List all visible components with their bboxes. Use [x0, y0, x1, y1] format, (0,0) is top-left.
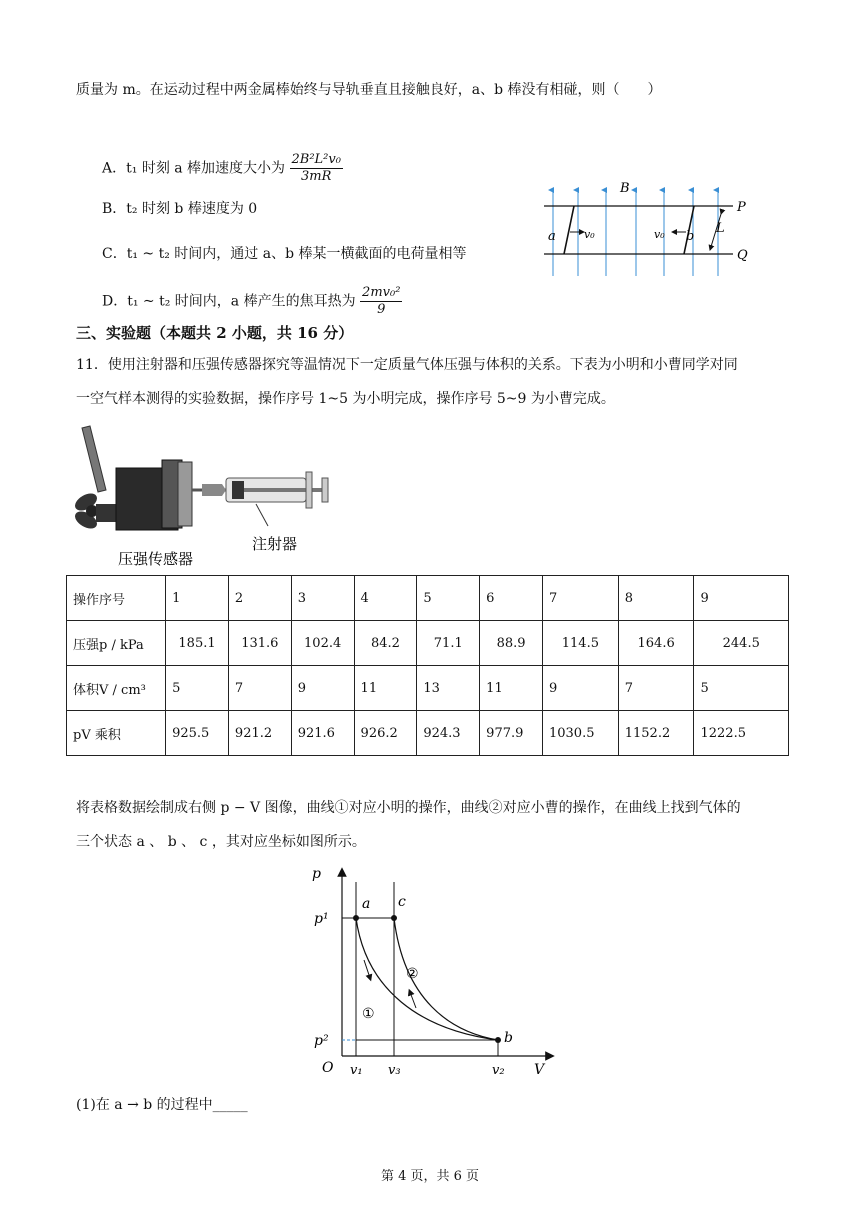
table-cell: 13 — [417, 666, 480, 711]
table-cell: 4 — [354, 576, 417, 621]
curve-1-label: ① — [362, 1006, 375, 1022]
option-d — [102, 285, 402, 318]
after-table-line1: 将表格数据绘制成右侧 p − V 图像，曲线①对应小明的操作，曲线②对应小曹的操作，在曲线上找到气体的 — [76, 800, 741, 816]
p-axis-label: p — [312, 866, 321, 882]
rail-figure — [538, 178, 768, 278]
table-cell: 5 — [417, 576, 480, 621]
table-cell: 244.5 — [694, 621, 789, 666]
label-b: b — [686, 229, 695, 244]
table-cell: 185.1 — [166, 621, 229, 666]
apparatus-figure — [66, 420, 346, 570]
option-d-num: 2mv₀² — [362, 285, 401, 300]
table-cell: 88.9 — [480, 621, 543, 666]
table-cell: 11 — [354, 666, 417, 711]
table-cell: 71.1 — [417, 621, 480, 666]
a-label: a — [362, 896, 371, 912]
table-cell: 1 — [166, 576, 229, 621]
table-cell: 925.5 — [166, 711, 229, 756]
syringe-flange — [306, 472, 312, 508]
rod-a — [564, 206, 574, 254]
syringe-thumb — [322, 478, 328, 502]
option-b-prefix: B． — [102, 201, 127, 217]
label-a: a — [548, 229, 556, 244]
option-a — [102, 152, 343, 185]
v3-label: v₃ — [388, 1063, 401, 1078]
option-c-prefix: C． — [102, 246, 127, 262]
table-cell: 131.6 — [228, 621, 291, 666]
option-b-text: t₂ 时刻 b 棒速度为 0 — [126, 201, 258, 217]
intro-line: 质量为 m。在运动过程中两金属棒始终与导轨垂直且接触良好，a、b 棒没有相碰，则（ ） — [76, 82, 662, 98]
header-seq: 操作序号 — [67, 576, 166, 621]
option-d-text: t₁ ~ t₂ 时间内，a 棒产生的焦耳热为 — [127, 293, 356, 310]
c-label: c — [398, 894, 406, 910]
option-c — [102, 244, 466, 264]
table-cell: 102.4 — [291, 621, 354, 666]
label-B: B — [620, 181, 630, 196]
option-a-text: t₁ 时刻 a 棒加速度大小为 — [126, 160, 286, 177]
table-cell: 924.3 — [417, 711, 480, 756]
label-Q: Q — [737, 248, 748, 263]
sensor-label: 压强传感器 — [118, 550, 194, 568]
option-a-den: 3mR — [301, 169, 332, 184]
table-cell: 7 — [618, 666, 694, 711]
option-a-num: 2B²L²v₀ — [291, 152, 341, 167]
curve-2-arrow — [410, 992, 416, 1008]
syringe-tip — [202, 484, 226, 496]
table-cell: 1222.5 — [694, 711, 789, 756]
syringe-leader — [256, 504, 268, 526]
page-footer: 第 4 页，共 6 页 — [380, 1169, 480, 1184]
table-cell: 9 — [291, 666, 354, 711]
header-volume: 体积V / cm³ — [67, 666, 166, 711]
option-b — [102, 199, 257, 219]
option-a-prefix: A． — [102, 160, 127, 177]
curve-2-label: ② — [406, 966, 419, 982]
syringe-plunger-head — [232, 481, 244, 499]
q11-line2: 一空气样本测得的实验数据，操作序号 1~5 为小明完成，操作序号 5~9 为小曹完成。 — [76, 391, 615, 407]
table-cell: 1152.2 — [618, 711, 694, 756]
label-P: P — [737, 200, 746, 215]
table-cell: 977.9 — [480, 711, 543, 756]
point-b — [495, 1037, 501, 1043]
v1-label: v₁ — [350, 1063, 363, 1078]
table-cell: 8 — [618, 576, 694, 621]
p1-label: p¹ — [314, 911, 329, 927]
table-cell: 9 — [694, 576, 789, 621]
data-table — [66, 575, 789, 756]
table-cell: 921.6 — [291, 711, 354, 756]
option-d-den: 9 — [377, 302, 386, 317]
table-cell: 6 — [480, 576, 543, 621]
origin-label: O — [322, 1060, 334, 1076]
point-a — [353, 915, 359, 921]
table-row — [67, 576, 789, 621]
sensor-panel — [178, 462, 192, 526]
table-cell: 921.2 — [228, 711, 291, 756]
q11-line1: 11．使用注射器和压强传感器探究等温情况下一定质量气体压强与体积的关系。下表为小明和小曹同学对同 — [76, 357, 738, 373]
table-cell: 84.2 — [354, 621, 417, 666]
option-a-fraction — [290, 152, 343, 185]
option-c-text: t₁ ~ t₂ 时间内，通过 a、b 棒某一横截面的电荷量相等 — [126, 246, 467, 262]
label-v0-a: v₀ — [584, 228, 595, 241]
table-cell: 5 — [166, 666, 229, 711]
syringe-label: 注射器 — [252, 535, 298, 553]
table-cell: 114.5 — [542, 621, 618, 666]
label-v0-b: v₀ — [654, 228, 665, 241]
after-table-line2: 三个状态 a 、 b 、 c ，其对应坐标如图所示。 — [76, 834, 366, 850]
b-label: b — [504, 1030, 513, 1046]
table-cell: 926.2 — [354, 711, 417, 756]
header-pressure: 压强p / kPa — [67, 621, 166, 666]
table-row — [67, 666, 789, 711]
section-title: 三、实验题（本题共 2 小题，共 16 分） — [76, 324, 354, 342]
table-cell: 2 — [228, 576, 291, 621]
propeller-icon — [72, 490, 100, 532]
cable — [82, 426, 106, 492]
p2-label: p² — [314, 1033, 329, 1049]
table-cell: 7 — [542, 576, 618, 621]
header-pv: pV 乘积 — [67, 711, 166, 756]
table-cell: 7 — [228, 666, 291, 711]
v-axis-label: V — [534, 1062, 545, 1078]
table-cell: 3 — [291, 576, 354, 621]
table-cell: 5 — [694, 666, 789, 711]
label-L: L — [716, 221, 725, 236]
table-cell: 9 — [542, 666, 618, 711]
table-cell: 11 — [480, 666, 543, 711]
point-c — [391, 915, 397, 921]
sensor-connector — [96, 504, 118, 522]
table-cell: 164.6 — [618, 621, 694, 666]
pv-graph — [300, 860, 560, 1085]
table-row — [67, 711, 789, 756]
v2-label: v₂ — [492, 1063, 505, 1078]
option-d-fraction — [360, 285, 402, 318]
curve-1 — [356, 918, 498, 1040]
table-cell: 1030.5 — [542, 711, 618, 756]
option-d-prefix: D． — [102, 293, 128, 310]
question-part-1: (1)在 a → b 的过程中_____ — [76, 1097, 248, 1113]
table-row — [67, 621, 789, 666]
